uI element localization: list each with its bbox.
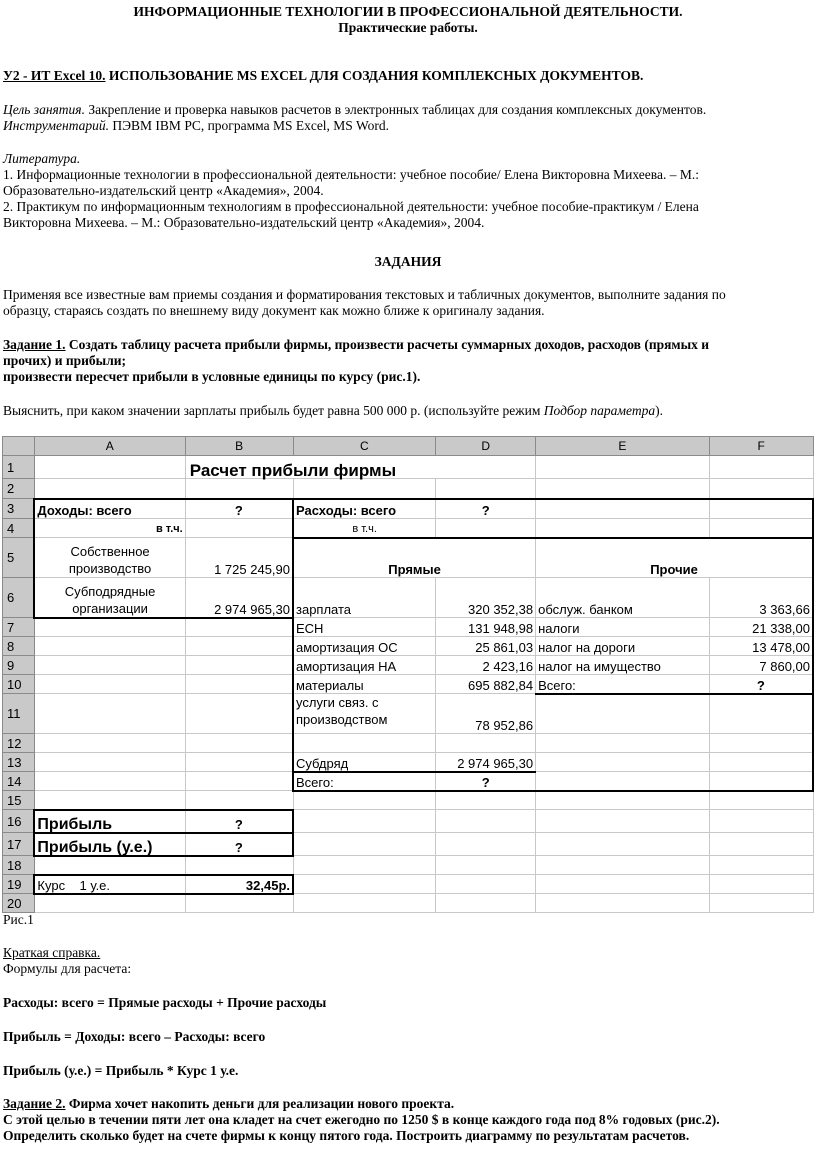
cell-e2[interactable] <box>536 479 710 499</box>
cell-c19[interactable] <box>293 875 436 894</box>
cell-d2[interactable] <box>436 479 536 499</box>
goal-text: Закрепление и проверка навыков расчетов в электронных таблицах для создания комплексных документов. <box>84 102 707 117</box>
profit-value[interactable]: ? <box>185 810 293 833</box>
profit-ue-label[interactable]: Прибыль (у.е.) <box>34 833 185 856</box>
row-header-20[interactable]: 20 <box>3 894 35 913</box>
goal-line <box>3 102 706 118</box>
task1-line-3: произвести пересчет прибыли в условные единицы по курсу (рис.1). <box>3 369 421 384</box>
task1-text: Создать таблицу расчета прибыли фирмы, произвести расчеты суммарных доходов, расходов (прямых и <box>65 337 710 352</box>
cell-f11[interactable] <box>709 694 813 734</box>
cell-e4[interactable] <box>536 519 710 538</box>
cell-e1[interactable] <box>536 456 710 479</box>
other-item-name[interactable]: налог на имущество <box>536 656 710 675</box>
cell-c17[interactable] <box>293 833 436 856</box>
cell-c15[interactable] <box>293 791 436 810</box>
cell-e19[interactable] <box>536 875 710 894</box>
tools-text: ПЭВМ IBM PC, программа MS Excel, MS Word. <box>109 118 389 133</box>
lesson-code: У2 - ИТ Excel 10. <box>3 68 106 83</box>
income-total-value[interactable]: ? <box>185 499 293 519</box>
spreadsheet-figure <box>2 436 814 911</box>
cell-e17[interactable] <box>536 833 710 856</box>
reference-label: Краткая справка. <box>3 945 101 960</box>
cell-a13[interactable] <box>34 753 185 772</box>
literature-label: Литература. <box>3 151 81 166</box>
question-suffix: ). <box>655 403 663 418</box>
direct-item-value[interactable]: 131 948,98 <box>436 618 536 637</box>
row-header-3[interactable]: 3 <box>3 499 35 519</box>
other-item-name[interactable]: обслуж. банком <box>536 578 710 618</box>
cell-a1[interactable] <box>34 456 185 479</box>
cell-d15[interactable] <box>436 791 536 810</box>
row-header-14[interactable]: 14 <box>3 772 35 791</box>
row-header-8[interactable]: 8 <box>3 637 35 656</box>
cell-e16[interactable] <box>536 810 710 833</box>
formula-profit: Прибыль = Доходы: всего – Расходы: всего <box>3 1029 266 1044</box>
cell-f20[interactable] <box>709 894 813 913</box>
cell-b14[interactable] <box>185 772 293 791</box>
doc-title: ИНФОРМАЦИОННЫЕ ТЕХНОЛОГИИ В ПРОФЕССИОНАЛЬНОЙ ДЕЯТЕЛЬНОСТИ. <box>133 4 683 19</box>
direct-item-name[interactable]: ЕСН <box>293 618 436 637</box>
column-header-a[interactable]: A <box>34 437 185 456</box>
subcontract-value[interactable]: 2 974 965,30 <box>436 753 536 772</box>
cell-a11[interactable] <box>34 694 185 734</box>
cell-e14[interactable] <box>536 772 710 791</box>
tools-label: Инструментарий. <box>3 118 110 133</box>
task1-question <box>3 403 663 419</box>
cell-b18[interactable] <box>185 856 293 875</box>
cell-e18[interactable] <box>536 856 710 875</box>
question-mode: Подбор параметра <box>543 403 656 418</box>
direct-item-value[interactable]: 2 423,16 <box>436 656 536 675</box>
figure-caption: Рис.1 <box>3 912 34 927</box>
sheet-title[interactable]: Расчет прибыли фирмы <box>185 456 535 479</box>
cell-b15[interactable] <box>185 791 293 810</box>
own-production-label[interactable]: Собственное производство <box>34 538 185 578</box>
row-header-5[interactable]: 5 <box>3 538 35 578</box>
cell-e12[interactable] <box>536 734 710 753</box>
tools-line <box>3 118 389 134</box>
cell-b8[interactable] <box>185 637 293 656</box>
incl-label-c[interactable]: в т.ч. <box>293 519 436 538</box>
question-text: Выяснить, при каком значении зарплаты прибыль будет равна 500 000 р. (используйте режим <box>3 403 544 418</box>
cell-f18[interactable] <box>709 856 813 875</box>
subcontract-orgs-label[interactable]: Субподрядные организации <box>34 578 185 618</box>
direct-item-name[interactable]: амортизация ОС <box>293 637 436 656</box>
cell-a8[interactable] <box>34 637 185 656</box>
cell-f12[interactable] <box>709 734 813 753</box>
direct-item-name[interactable]: зарплата <box>293 578 436 618</box>
row-header-17[interactable]: 17 <box>3 833 35 856</box>
cell-b10[interactable] <box>185 675 293 694</box>
profit-ue-value[interactable]: ? <box>185 833 293 856</box>
row-header-13[interactable]: 13 <box>3 753 35 772</box>
task2-line-3: Определить сколько будет на счете фирмы к концу пятого года. Построить диаграмму по результатам расчетов. <box>3 1128 690 1143</box>
cell-a10[interactable] <box>34 675 185 694</box>
task1-label: Задание 1. <box>3 337 66 352</box>
row-header-12[interactable]: 12 <box>3 734 35 753</box>
direct-item-value[interactable]: 320 352,38 <box>436 578 536 618</box>
other-item-name[interactable]: налоги <box>536 618 710 637</box>
incl-label-a[interactable]: в т.ч. <box>34 519 185 538</box>
intro-line-2: образцу, стараясь создать по внешнему виду документ как можно ближе к оригиналу задания. <box>3 303 545 318</box>
cell-b12[interactable] <box>185 734 293 753</box>
goal-label: Цель занятия. <box>3 102 85 117</box>
other-total-label[interactable]: Всего: <box>536 675 710 694</box>
direct-item-value[interactable]: 78 952,86 <box>436 694 536 734</box>
own-production-value[interactable]: 1 725 245,90 <box>185 538 293 578</box>
row-header-9[interactable]: 9 <box>3 656 35 675</box>
cell-e15[interactable] <box>536 791 710 810</box>
other-total-value[interactable]: ? <box>709 675 813 694</box>
spreadsheet-grid <box>2 436 814 913</box>
cell-a2[interactable] <box>34 479 185 499</box>
cell-b20[interactable] <box>185 894 293 913</box>
lesson-heading <box>3 68 643 84</box>
cell-f19[interactable] <box>709 875 813 894</box>
cell-c16[interactable] <box>293 810 436 833</box>
intro-line-1: Применяя все известные вам приемы создания и форматирования текстовых и табличных документов, выполните задания по <box>3 287 726 302</box>
formulas-label: Формулы для расчета: <box>3 961 132 976</box>
literature-line-2: Образовательно-издательский центр «Академия», 2004. <box>3 183 324 198</box>
cell-c20[interactable] <box>293 894 436 913</box>
subcontract-label[interactable]: Субдряд <box>293 753 436 772</box>
direct-expenses-header[interactable]: Прямые <box>293 538 536 578</box>
direct-item-name[interactable]: материалы <box>293 675 436 694</box>
cell-e13[interactable] <box>536 753 710 772</box>
literature-line-4: Викторовна Михеева. – М.: Образовательно-издательский центр «Академия», 2004. <box>3 215 485 230</box>
other-expenses-header[interactable]: Прочие <box>536 538 813 578</box>
other-item-value[interactable]: 3 363,66 <box>709 578 813 618</box>
cell-b9[interactable] <box>185 656 293 675</box>
cell-c12[interactable] <box>293 734 436 753</box>
cell-d20[interactable] <box>436 894 536 913</box>
direct-total-label[interactable]: Всего: <box>293 772 436 791</box>
cell-c2[interactable] <box>293 479 436 499</box>
column-header-c[interactable]: C <box>293 437 436 456</box>
cell-f15[interactable] <box>709 791 813 810</box>
cell-f1[interactable] <box>709 456 813 479</box>
tasks-heading: ЗАДАНИЯ <box>374 254 442 269</box>
row-header-1[interactable]: 1 <box>3 456 35 479</box>
rate-value[interactable]: 32,45р. <box>185 875 293 894</box>
cell-b7[interactable] <box>185 618 293 637</box>
expenses-total-label[interactable]: Расходы: всего <box>293 499 436 519</box>
cell-d12[interactable] <box>436 734 536 753</box>
other-item-value[interactable]: 7 860,00 <box>709 656 813 675</box>
cell-b11[interactable] <box>185 694 293 734</box>
formula-expenses: Расходы: всего = Прямые расходы + Прочие расходы <box>3 995 327 1010</box>
task2-line-2: С этой целью в течении пяти лет она кладет на счет ежегодно по 1250 $ в конце каждого года под 8% годовых (рис.2). <box>3 1112 720 1127</box>
rate-label[interactable]: Курс 1 у.е. <box>34 875 185 894</box>
row-header-15[interactable]: 15 <box>3 791 35 810</box>
task2-label: Задание 2. <box>3 1096 66 1111</box>
cell-c18[interactable] <box>293 856 436 875</box>
cell-f4[interactable] <box>709 519 813 538</box>
cell-a15[interactable] <box>34 791 185 810</box>
column-header-e[interactable]: E <box>536 437 710 456</box>
cell-d4[interactable] <box>436 519 536 538</box>
cell-b13[interactable] <box>185 753 293 772</box>
task1-line-2: прочих) и прибыли; <box>3 353 127 368</box>
cell-a12[interactable] <box>34 734 185 753</box>
cell-e3[interactable] <box>536 499 710 519</box>
task2-line-1 <box>3 1096 454 1112</box>
task1-line-1 <box>3 337 709 353</box>
cell-f17[interactable] <box>709 833 813 856</box>
cell-d17[interactable] <box>436 833 536 856</box>
cell-a20[interactable] <box>34 894 185 913</box>
cell-f3[interactable] <box>709 499 813 519</box>
cell-f13[interactable] <box>709 753 813 772</box>
cell-b2[interactable] <box>185 479 293 499</box>
cell-f16[interactable] <box>709 810 813 833</box>
other-item-name[interactable]: налог на дороги <box>536 637 710 656</box>
income-total-label[interactable]: Доходы: всего <box>34 499 185 519</box>
row-header-2[interactable]: 2 <box>3 479 35 499</box>
row-header-10[interactable]: 10 <box>3 675 35 694</box>
direct-item-value[interactable]: 695 882,84 <box>436 675 536 694</box>
literature-line-1: 1. Информационные технологии в профессиональной деятельности: учебное пособие/ Елена Викторовна Михеева. – М.: <box>3 167 699 182</box>
cell-d19[interactable] <box>436 875 536 894</box>
row-header-7[interactable]: 7 <box>3 618 35 637</box>
expenses-total-value[interactable]: ? <box>436 499 536 519</box>
other-item-value[interactable]: 13 478,00 <box>709 637 813 656</box>
cell-a18[interactable] <box>34 856 185 875</box>
subcontract-orgs-value[interactable]: 2 974 965,30 <box>185 578 293 618</box>
cell-e11[interactable] <box>536 694 710 734</box>
literature-line-3: 2. Практикум по информационным технологиям в профессиональной деятельности: учебное пособие-практикум / Елена <box>3 199 699 214</box>
cell-d16[interactable] <box>436 810 536 833</box>
cell-a7[interactable] <box>34 618 185 637</box>
column-header-b[interactable]: B <box>185 437 293 456</box>
lesson-title: ИСПОЛЬЗОВАНИЕ MS EXCEL ДЛЯ СОЗДАНИЯ КОМПЛЕКСНЫХ ДОКУМЕНТОВ. <box>105 68 644 83</box>
select-all-corner[interactable] <box>3 437 35 456</box>
profit-label[interactable]: Прибыль <box>34 810 185 833</box>
row-header-19[interactable]: 19 <box>3 875 35 894</box>
cell-f2[interactable] <box>709 479 813 499</box>
task2-text: Фирма хочет накопить деньги для реализации нового проекта. <box>65 1096 455 1111</box>
row-header-18[interactable]: 18 <box>3 856 35 875</box>
row-header-16[interactable]: 16 <box>3 810 35 833</box>
cell-d18[interactable] <box>436 856 536 875</box>
doc-subtitle: Практические работы. <box>338 20 478 35</box>
row-header-11[interactable]: 11 <box>3 694 35 734</box>
column-header-d[interactable]: D <box>436 437 536 456</box>
row-header-6[interactable]: 6 <box>3 578 35 618</box>
direct-total-value[interactable]: ? <box>436 772 536 791</box>
cell-e20[interactable] <box>536 894 710 913</box>
direct-item-name[interactable]: услуги связ. с производством <box>293 694 436 734</box>
cell-f14[interactable] <box>709 772 813 791</box>
direct-item-value[interactable]: 25 861,03 <box>436 637 536 656</box>
cell-b4[interactable] <box>185 519 293 538</box>
row-header-4[interactable]: 4 <box>3 519 35 538</box>
direct-item-name[interactable]: амортизация НА <box>293 656 436 675</box>
column-header-f[interactable]: F <box>709 437 813 456</box>
formula-profit-ue: Прибыль (у.е.) = Прибыль * Курс 1 у.е. <box>3 1063 239 1078</box>
cell-a14[interactable] <box>34 772 185 791</box>
other-item-value[interactable]: 21 338,00 <box>709 618 813 637</box>
cell-a9[interactable] <box>34 656 185 675</box>
